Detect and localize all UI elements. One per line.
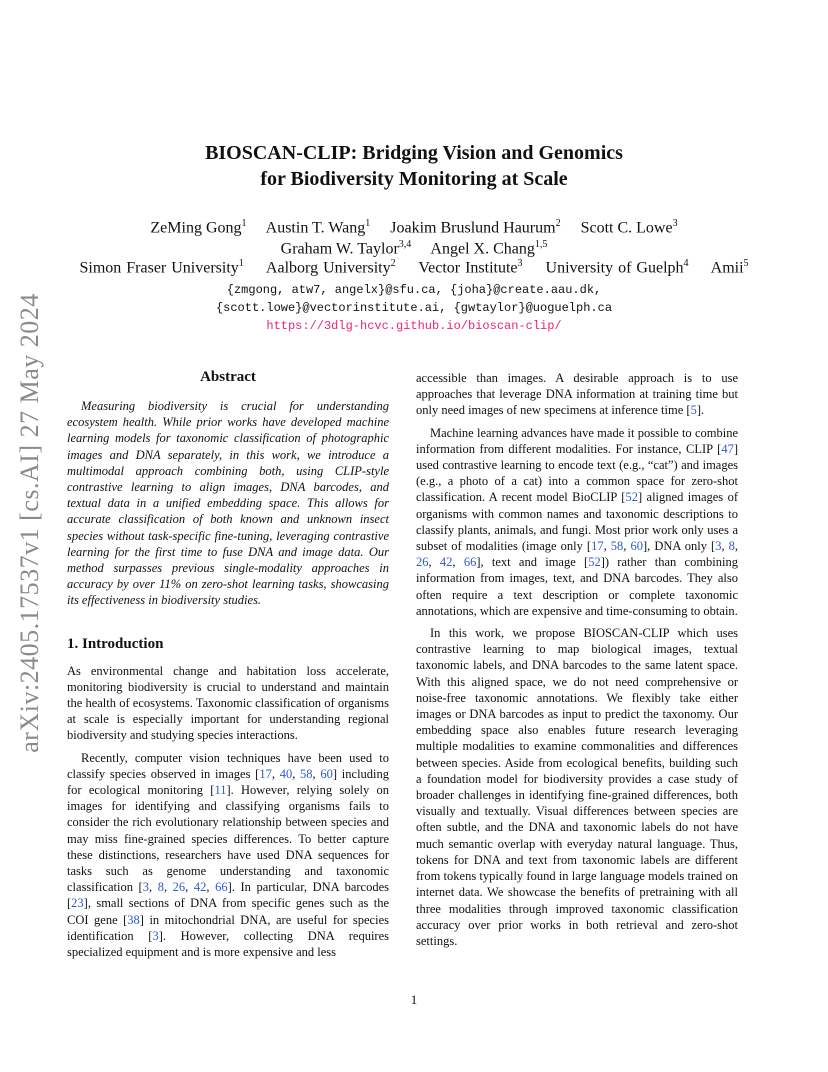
citation-link[interactable]: 3 <box>152 928 159 943</box>
citation-link[interactable]: 26 <box>172 880 186 895</box>
citation-link[interactable]: 5 <box>690 403 697 418</box>
citation-link[interactable]: 17 <box>591 539 604 554</box>
author-affil-mark: 1 <box>241 218 247 229</box>
citation-link[interactable]: 23 <box>71 896 84 911</box>
citation-link[interactable]: 66 <box>215 880 228 895</box>
citation-link[interactable]: 60 <box>630 539 643 554</box>
text-run: ]. In particular, DNA barcodes [ <box>67 880 389 911</box>
arxiv-stamp-text: arXiv:2405.17537v1 [cs.AI] 27 May 2024 <box>15 293 44 753</box>
abstract-text: Measuring biodiversity is crucial for understanding ecosystem health. While prior works have developed machine learning models for taxonomic classification of photographic images and DNA separately, in this work, we introduce a multimodal approach combining both, using CLIP-style contrastive learning to align images, DNA barcodes, and textual data in a unified embedding space. This allows for accurate classification of both known and unknown insect species without task-specific fine-tuning, leveraging contrastive learning for the first time to fuse DNA and image data. Our method surpasses previous single-modality approaches in accuracy by over 11% on zero-shot learning tasks, showcasing its effectiveness in biodiversity studies. <box>67 399 389 608</box>
text-run: ]. <box>696 403 705 418</box>
affiliation-mark: 5 <box>743 258 749 269</box>
intro-paragraph-1: As environmental change and habitation loss accelerate, monitoring biodiversity is crucial to understand and maintain the health of ecosystems. Taxonomic classification of organisms at scale is especially important for understanding regional biodiversity and studying species interactions. <box>67 663 389 743</box>
citation-link[interactable]: 3 <box>715 539 722 554</box>
affiliation-mark: 2 <box>390 258 396 269</box>
authors-line-1 <box>60 218 768 237</box>
citation-link[interactable]: 11 <box>214 783 227 798</box>
page-number: 1 <box>410 992 418 1007</box>
author-name: Graham W. Taylor <box>280 240 399 258</box>
citation-link[interactable]: 58 <box>610 539 624 554</box>
text-run: ]. However, relying solely on images for identifying and classifying organisms fails to consider the rich evolutionary relationship between species and may miss fine-grained species differences. To better capture these distinctions, researchers have used DNA sequences for tasks such as genome understanding and taxonomic classification [ <box>67 783 390 895</box>
author-affil-mark: 1 <box>365 218 371 229</box>
abstract-heading: Abstract <box>200 369 256 385</box>
affiliation-mark: 3 <box>517 258 523 269</box>
affiliation: Simon Fraser University <box>79 259 239 277</box>
right-paragraph-2: Machine learning advances have made it possible to combine information from different modalities. For instance, CLIP [47] used contrastive learning to encode text (e.g., “cat”) and images (e.g., a photo of a cat) into a common space for zero-shot classification. A recent model BioCLIP [52] aligned images of organisms with common names and taxonomic descriptions to classify plants, animals, and fungi. Most prior work only uses a subset of modalities (image only [17, 58, 60], DNA only [3, 8, 26, 42, 66], text and image [52]) rather than combining information from images, text, and DNA barcodes. They also often require a text description or complete taxonomic annotations, which are expensive and time-consuming to obtain. <box>416 425 739 618</box>
citation-link[interactable]: 38 <box>127 912 140 927</box>
citation-link[interactable]: 3 <box>142 880 149 895</box>
citation-link[interactable]: 42 <box>439 555 453 570</box>
introduction-heading: 1. Introduction <box>67 635 164 652</box>
affiliation-mark: 4 <box>683 258 689 269</box>
author-name: ZeMing Gong <box>150 219 242 237</box>
left-column <box>67 368 389 966</box>
citation-link[interactable]: 8 <box>157 880 164 895</box>
text-run: accessible than images. A desirable approach is to use approaches that leverage DNA information at training time but only need images of new specimens at inference time [ <box>416 371 738 418</box>
right-paragraph-3: In this work, we propose BIOSCAN-CLIP which uses contrastive learning to map biological images, textual taxonomic labels, and DNA barcodes to the same latent space. With this aligned space, we do not need comprehensive or noise-free taxonomic annotations. We flexibly take either images or DNA barcodes as input to predict the taxonomy. Our embedding space also enables future research leveraging multiple modalities to examine commonalities and differences between species. Aside from ecological benefits, building such a foundation model for biodiversity provides a case study of broader challenges in identifying fine-grained differences, both visually and textually. Visual differences between species are often subtle, and the DNA and taxonomic labels do not have much semantic overlap with everyday natural language. Thus, tokens for DNA and text from taxonomic labels are different from tokens typically found in large language models trained on internet data. We showcase the benefits of pretraining with all three modalities through improved taxonomic classification accuracy over prior works in both retrieval and zero-shot settings. <box>416 626 738 948</box>
citation-link[interactable]: 42 <box>193 880 207 895</box>
affiliation: Vector Institute <box>418 259 518 277</box>
intro-paragraph-2: Recently, computer vision techniques have been used to classify species observed in images [17, 40, 58, 60] including for ecological monitoring [11]. However, relying solely on images for identifying and classifying organisms fails to consider the rich evolutionary relationship between species and may miss fine-grained species differences. To better capture these distinctions, researchers have used DNA sequences for tasks such as genome understanding and taxonomic classification [3, 8, 26, 42, 66]. In particular, DNA barcodes [23], small sections of DNA from specific genes such as the COI gene [38] in mitochondrial DNA, are useful for species identification [3]. However, collecting DNA requires specialized equipment and is more expensive and less <box>67 750 390 960</box>
right-paragraph-1 <box>416 370 738 419</box>
text-run: Recently, computer vision techniques have been used to classify species observed in images [ <box>67 750 389 781</box>
author-name: Joakim Bruslund Haurum <box>390 219 556 237</box>
author-name: Angel X. Chang <box>430 240 535 258</box>
project-url-link[interactable]: https://3dlg-hcvc.github.io/bioscan-clip/ <box>266 319 562 333</box>
citation-link[interactable]: 26 <box>416 555 429 570</box>
citation-link[interactable]: 58 <box>300 766 313 781</box>
text-run: ], text and image [ <box>476 555 589 570</box>
citation-link[interactable]: 66 <box>463 555 477 570</box>
text-run: ] in mitochondrial DNA, are useful for species identification [ <box>67 912 389 943</box>
right-column <box>416 370 738 955</box>
affiliations <box>60 258 768 277</box>
text-run: ], DNA only [ <box>642 539 716 554</box>
affiliation-mark: 1 <box>238 258 244 269</box>
text-run: ] used contrastive learning to encode text (e.g., “cat”) and images (e.g., a photo of a cat) into a common space for zero-shot classification. A recent model BioCLIP [ <box>416 441 738 505</box>
author-affil-mark: 3,4 <box>398 239 412 250</box>
email-line-1: {zmgong, atw7, angelx}@sfu.ca, {joha}@create.aau.dk, <box>226 283 602 297</box>
text-run: ], small sections of DNA from specific genes such as the COI gene [ <box>67 896 389 927</box>
citation-link[interactable]: 52 <box>588 555 601 570</box>
title-line-1: BIOSCAN-CLIP: Bridging Vision and Genomics <box>205 142 623 164</box>
title-line-2: for Biodiversity Monitoring at Scale <box>260 168 568 190</box>
author-name: Austin T. Wang <box>265 219 366 237</box>
citation-link[interactable]: 60 <box>320 766 333 781</box>
arxiv-stamp <box>2 288 58 758</box>
affiliation: University of Guelph <box>545 259 684 277</box>
author-affil-mark: 2 <box>555 218 561 229</box>
text-run: Machine learning advances have made it possible to combine information from different modalities. For instance, CLIP [ <box>416 425 738 456</box>
text-run: ]) rather than combining information from images, text, and DNA barcodes. They also often require a text description or complete taxonomic annotations, which are expensive and time-consuming to obtain. <box>416 555 738 618</box>
author-name: Scott C. Lowe <box>580 219 673 237</box>
citation-link[interactable]: 17 <box>259 766 272 781</box>
email-line-2: {scott.lowe}@vectorinstitute.ai, {gwtaylor}@uoguelph.ca <box>215 301 613 315</box>
paper-title <box>120 140 708 192</box>
text-run: ]. However, collecting DNA requires specialized equipment and is more expensive and less <box>67 928 389 960</box>
text-run: ] including for ecological monitoring [ <box>67 766 390 798</box>
authors-line-2 <box>60 239 768 258</box>
affiliation: Aalborg University <box>265 259 391 277</box>
author-affil-mark: 3 <box>672 218 678 229</box>
text-run: ] aligned images of organisms with common names and taxonomic descriptions to classify plants, animals, and fungi. Most prior work only uses a subset of modalities (image only [ <box>416 490 738 554</box>
citation-link[interactable]: 8 <box>728 539 735 554</box>
citation-link[interactable]: 52 <box>625 490 638 505</box>
citation-link[interactable]: 47 <box>721 441 734 456</box>
affiliation: Amii <box>710 259 744 277</box>
citation-link[interactable]: 40 <box>279 766 293 781</box>
author-affil-mark: 1,5 <box>534 239 548 250</box>
